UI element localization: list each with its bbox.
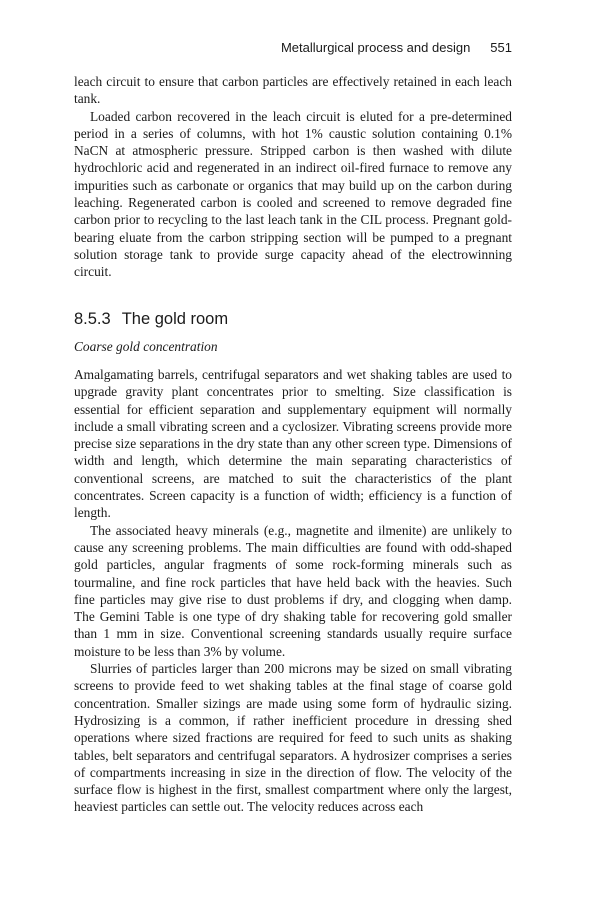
page-number: 551: [490, 40, 512, 55]
section-number: 8.5.3: [74, 310, 111, 328]
running-title: Metallurgical process and design: [280, 40, 471, 55]
paragraph: leach circuit to ensure that carbon particles are effectively retained in each leach tank.: [74, 74, 512, 107]
section-body: [74, 366, 512, 816]
continuation-text: [74, 73, 512, 281]
paragraph: Loaded carbon recovered in the leach circuit is eluted for a pre-determined period in a series of columns, with hot 1% caustic solution containing 0.1% NaCN at atmospheric pressure. Stripped carbon is then washed with dilute hydrochloric acid and regenerated in an indirect oil-fired furnace to remove any impurities such as carbonate or organics that may build up on the carbon during leaching. Regenerated carbon is cooled and screened to remove degraded fine carbon prior to recycling to the last leach tank in the CIL process. Pregnant gold-bearing eluate from the carbon stripping section will be pumped to a pregnant solution storage tank to provide surge capacity ahead of the electrowinning circuit.: [74, 108, 512, 280]
section-heading: [74, 310, 512, 329]
paragraph: Slurries of particles larger than 200 microns may be sized on small vibrating screens to provide feed to wet shaking tables at the final stage of coarse gold concentration. Smaller sizings are made using some form of hydraulic sizing. Hydrosizing is a common, if rather inefficient procedure in dressing shed operations where sized fractions are required for feed to such units as shaking tables, belt separators and centrifugal separators. A hydrosizer comprises a series of compartments increasing in size in the direction of flow. The velocity of the surface flow is highest in the first, smallest compartment where only the largest, heaviest particles can settle out. The velocity reduces across each: [74, 661, 512, 815]
section-title: The gold room: [121, 310, 229, 328]
paragraph: Amalgamating barrels, centrifugal separators and wet shaking tables are used to upgrade gravity plant concentrates prior to smelting. Size classification is essential for efficient separation and supplementary equipment will normally include a small vibrating screen and a cyclosizer. Vibrating screens provide more precise size separations in the dry state than any other screen type. Dimensions of width and length, which determine the main separating characteristics of conventional screens, are matched to suit the characteristics of the plant concentrates. Screen capacity is a function of width; efficiency is a function of length.: [74, 367, 512, 521]
subsection-heading: Coarse gold concentration: [74, 339, 218, 354]
paragraph: The associated heavy minerals (e.g., magnetite and ilmenite) are unlikely to cause any screening problems. The main difficulties are found with odd-shaped gold particles, angular fragments of some rock-forming minerals such as tourmaline, and fine rock particles that have held back with the heavies. Such fine particles may give rise to dust problems if dry, and clogging when damp. The Gemini Table is one type of dry shaking table for recovering gold smaller than 1 mm in size. Conventional screening standards usually require surface moisture to be less than 3% by volume.: [74, 522, 512, 659]
running-head: [74, 40, 512, 55]
